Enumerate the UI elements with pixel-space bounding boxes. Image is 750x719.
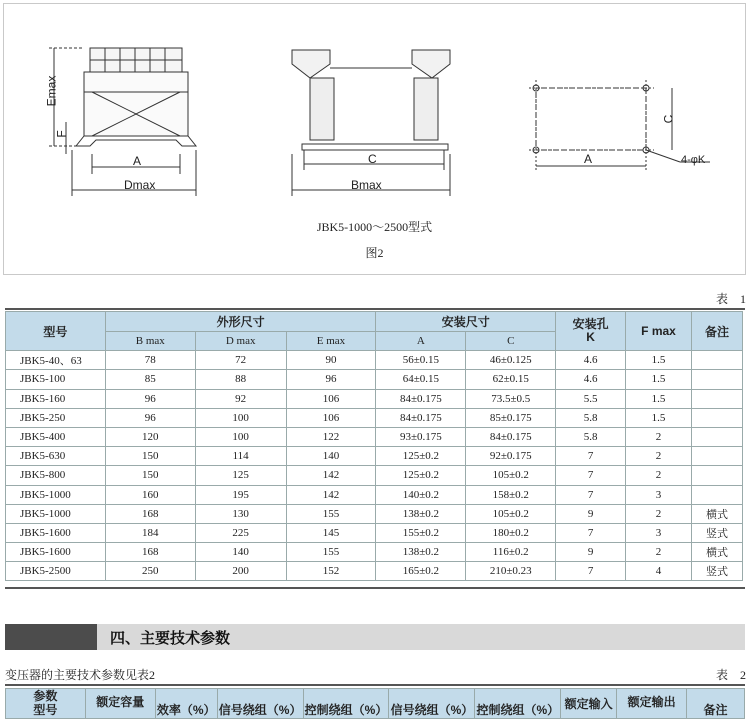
col-outer-size: 外形尺寸 <box>105 312 376 332</box>
t2-col-efficiency: 效率（%） <box>155 689 217 719</box>
table1-bottom-rule <box>5 587 745 589</box>
label-dmax: Dmax <box>124 178 156 192</box>
table1-top-rule <box>5 308 745 310</box>
figure-panel <box>3 3 746 275</box>
dimension-table <box>5 311 743 581</box>
table-row: JBK5-250 96 100 106 84±0.175 85±0.175 5.8 1.5 <box>6 408 743 427</box>
table-row: JBK5-40、63 78 72 90 56±0.15 46±0.125 4.6 1.5 <box>6 351 743 370</box>
label-a-left: A <box>133 154 142 168</box>
table-row: JBK5-630 150 114 140 125±0.2 92±0.175 7 2 <box>6 447 743 466</box>
table2-intro: 变压器的主要技术参数见表2 <box>5 668 156 682</box>
section-heading-bar <box>5 624 97 650</box>
t2-col-param: 参数 型号 <box>6 689 86 719</box>
table2-label: 表 2 <box>716 668 747 682</box>
t2-col-control-winding-1: 控制绕组（%） <box>303 689 389 719</box>
col-install-size: 安装尺寸 <box>376 312 556 332</box>
t2-col-signal-winding-2: 信号绕组（%） <box>389 689 475 719</box>
col-emax: E max <box>286 332 376 351</box>
parameter-table <box>5 688 745 719</box>
figure-title: JBK5-1000～2500型式 <box>316 220 433 234</box>
label-c-mid: C <box>368 152 377 166</box>
table-row: JBK5-100 85 88 96 64±0.15 62±0.15 4.6 1.5 <box>6 370 743 389</box>
col-dmax: D max <box>195 332 286 351</box>
label-bmax: Bmax <box>351 178 382 192</box>
label-f: F <box>54 130 69 138</box>
col-fmax: F max <box>626 312 692 351</box>
col-note: 备注 <box>691 312 742 351</box>
col-a: A <box>376 332 466 351</box>
t2-col-rated-output: 额定输出 <box>617 689 687 719</box>
section-title: 四、主要技术参数 <box>110 629 231 647</box>
table2-top-rule <box>5 684 745 686</box>
label-a-right: A <box>584 152 593 166</box>
section-heading <box>5 624 745 650</box>
table-row: JBK5-1000 160 195 142 140±0.2 158±0.2 7 3 <box>6 485 743 504</box>
table-row: JBK5-1600 184 225 145 155±0.2 180±0.2 7 3 竖式 <box>6 523 743 542</box>
col-bmax: B max <box>105 332 195 351</box>
table-row: JBK5-1600 168 140 155 138±0.2 116±0.2 9 2 横式 <box>6 543 743 562</box>
table-row: JBK5-160 96 92 106 84±0.175 73.5±0.5 5.5 1.5 <box>6 389 743 408</box>
t2-col-rated-capacity: 额定容量 <box>85 689 155 719</box>
t2-col-note: 备注 <box>687 689 745 719</box>
table1-label: 表 1 <box>716 292 747 306</box>
col-c: C <box>466 332 556 351</box>
t2-col-signal-winding-1: 信号绕组（%） <box>217 689 303 719</box>
figure-number: 图2 <box>365 246 384 260</box>
label-hole: 4-φK <box>681 154 706 166</box>
col-model: 型号 <box>6 312 106 351</box>
t2-col-rated-input: 额定输入 <box>561 689 617 719</box>
label-emax: Emax <box>44 75 59 107</box>
t2-col-control-winding-2: 控制绕组（%） <box>475 689 561 719</box>
table-row: JBK5-2500 250 200 152 165±0.2 210±0.23 7 4 竖式 <box>6 562 743 581</box>
table-row: JBK5-400 120 100 122 93±0.175 84±0.175 5.8 2 <box>6 427 743 446</box>
table-row: JBK5-1000 168 130 155 138±0.2 105±0.2 9 2 横式 <box>6 504 743 523</box>
table-row: JBK5-800 150 125 142 125±0.2 105±0.2 7 2 <box>6 466 743 485</box>
label-c-right: C <box>661 114 676 124</box>
col-hole: 安装孔 K <box>556 312 626 351</box>
